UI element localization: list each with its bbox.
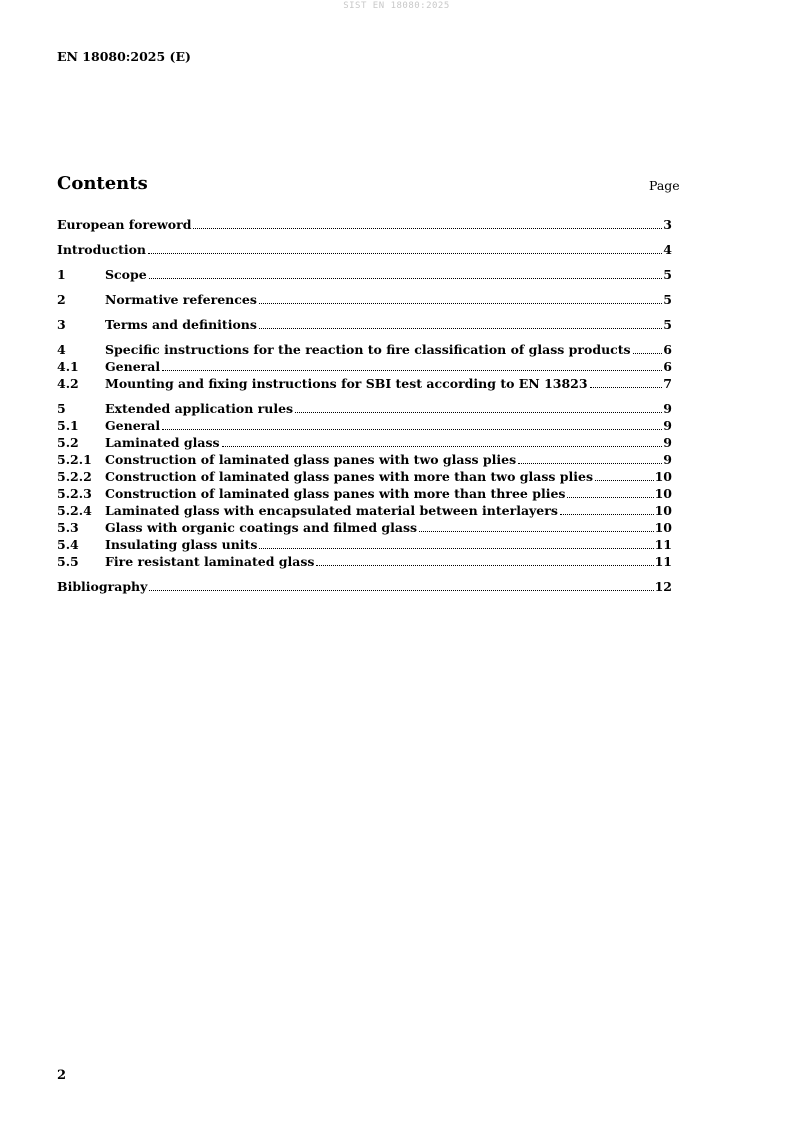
toc-entry-title: Scope [105,267,147,282]
toc-entry-title: Construction of laminated glass panes with more than two glass plies [105,469,593,484]
toc-leader-dots [259,303,662,304]
toc-entry-title: Specific instructions for the reaction to fire classification of glass products [105,342,631,357]
toc-entry-page: 9 [663,435,672,450]
toc-entry[interactable] [57,451,672,468]
toc-leader-dots [560,514,654,515]
toc-leader-dots [595,480,654,481]
toc-entry-page: 5 [663,317,672,332]
toc-leader-dots [193,228,662,229]
toc-entry-title: Insulating glass units [105,537,258,552]
toc-entry-title: Construction of laminated glass panes with more than three plies [105,486,566,501]
toc-entry[interactable] [57,400,672,417]
toc-entry-page: 10 [654,486,672,501]
toc-entry-title: Laminated glass [105,435,220,450]
toc-entry-number: 5.2.1 [57,452,92,467]
toc-entry[interactable] [57,485,672,502]
contents-title: Contents [57,173,148,194]
toc-entry-number: 5 [57,401,66,416]
toc-entry-number: 5.4 [57,537,79,552]
toc-entry-title: Normative references [105,292,257,307]
toc-entry[interactable] [57,519,672,536]
toc-entry-page: 6 [663,342,672,357]
toc-entry-number: 5.3 [57,520,79,535]
watermark: SIST EN 18080:2025 [343,1,450,11]
toc-entry-number: 3 [57,317,66,332]
toc-entry-title: Construction of laminated glass panes with two glass plies [105,452,517,467]
toc-entry-page: 5 [663,267,672,282]
toc-entry-title: Glass with organic coatings and filmed glass [105,520,418,535]
toc-entry-number: 5.2.4 [57,503,92,518]
toc-entry-number: 2 [57,292,66,307]
toc-entry-page: 10 [654,520,672,535]
toc-leader-dots [149,278,663,279]
toc-entry[interactable] [57,434,672,451]
toc-leader-dots [518,463,662,464]
toc-entry-title: Introduction [57,242,147,257]
toc-entry-title: Laminated glass with encapsulated material between interlayers [105,503,558,518]
toc-leader-dots [222,446,663,447]
toc-entry-page: 10 [654,503,672,518]
toc-entry[interactable] [57,358,672,375]
toc-entry-number: 5.2 [57,435,79,450]
toc-leader-dots [633,353,663,354]
toc-entry[interactable] [57,291,672,308]
toc-leader-dots [590,387,663,388]
page-column-label: Page [649,178,680,193]
toc-entry-number: 5.5 [57,554,79,569]
toc-entry[interactable] [57,316,672,333]
toc-leader-dots [419,531,654,532]
toc-entry[interactable] [57,578,672,595]
toc-entry-page: 7 [663,376,672,391]
toc-entry[interactable] [57,536,672,553]
toc-entry[interactable] [57,375,672,392]
toc-entry-number: 1 [57,267,66,282]
toc-entry-title: General [105,418,161,433]
toc-entry[interactable] [57,417,672,434]
toc-entry-title: Mounting and fixing instructions for SBI test according to EN 13823 [105,376,588,391]
toc-leader-dots [567,497,653,498]
toc-entry[interactable] [57,266,672,283]
table-of-contents [57,216,672,595]
document-id: EN 18080:2025 (E) [57,49,191,64]
toc-leader-dots [162,429,662,430]
toc-entry-page: 9 [663,452,672,467]
toc-entry-page: 11 [654,554,672,569]
toc-entry-page: 6 [663,359,672,374]
page-number: 2 [57,1068,67,1083]
toc-entry-page: 9 [663,418,672,433]
toc-leader-dots [148,253,662,254]
toc-entry[interactable] [57,502,672,519]
toc-leader-dots [316,565,653,566]
toc-entry-number: 4.1 [57,359,79,374]
toc-entry-number: 5.2.2 [57,469,92,484]
toc-entry[interactable] [57,553,672,570]
toc-leader-dots [162,370,662,371]
toc-entry[interactable] [57,241,672,258]
toc-entry-title: Bibliography [57,579,148,594]
toc-entry-title: General [105,359,161,374]
toc-entry-page: 9 [663,401,672,416]
toc-entry[interactable] [57,468,672,485]
toc-entry-number: 4.2 [57,376,79,391]
toc-entry-title: European foreword [57,217,192,232]
toc-entry-title: Terms and definitions [105,317,257,332]
toc-leader-dots [259,548,653,549]
toc-entry-number: 4 [57,342,66,357]
toc-entry-page: 11 [654,537,672,552]
toc-entry-title: Extended application rules [105,401,294,416]
toc-entry[interactable] [57,341,672,358]
toc-entry-number: 5.2.3 [57,486,92,501]
toc-leader-dots [149,590,653,591]
toc-leader-dots [259,328,662,329]
toc-entry-page: 3 [663,217,672,232]
toc-entry-title: Fire resistant laminated glass [105,554,315,569]
toc-entry-page: 5 [663,292,672,307]
toc-entry-page: 10 [654,469,672,484]
toc-entry-number: 5.1 [57,418,79,433]
toc-entry[interactable] [57,216,672,233]
toc-entry-page: 4 [663,242,672,257]
toc-entry-page: 12 [654,579,672,594]
toc-leader-dots [295,412,662,413]
